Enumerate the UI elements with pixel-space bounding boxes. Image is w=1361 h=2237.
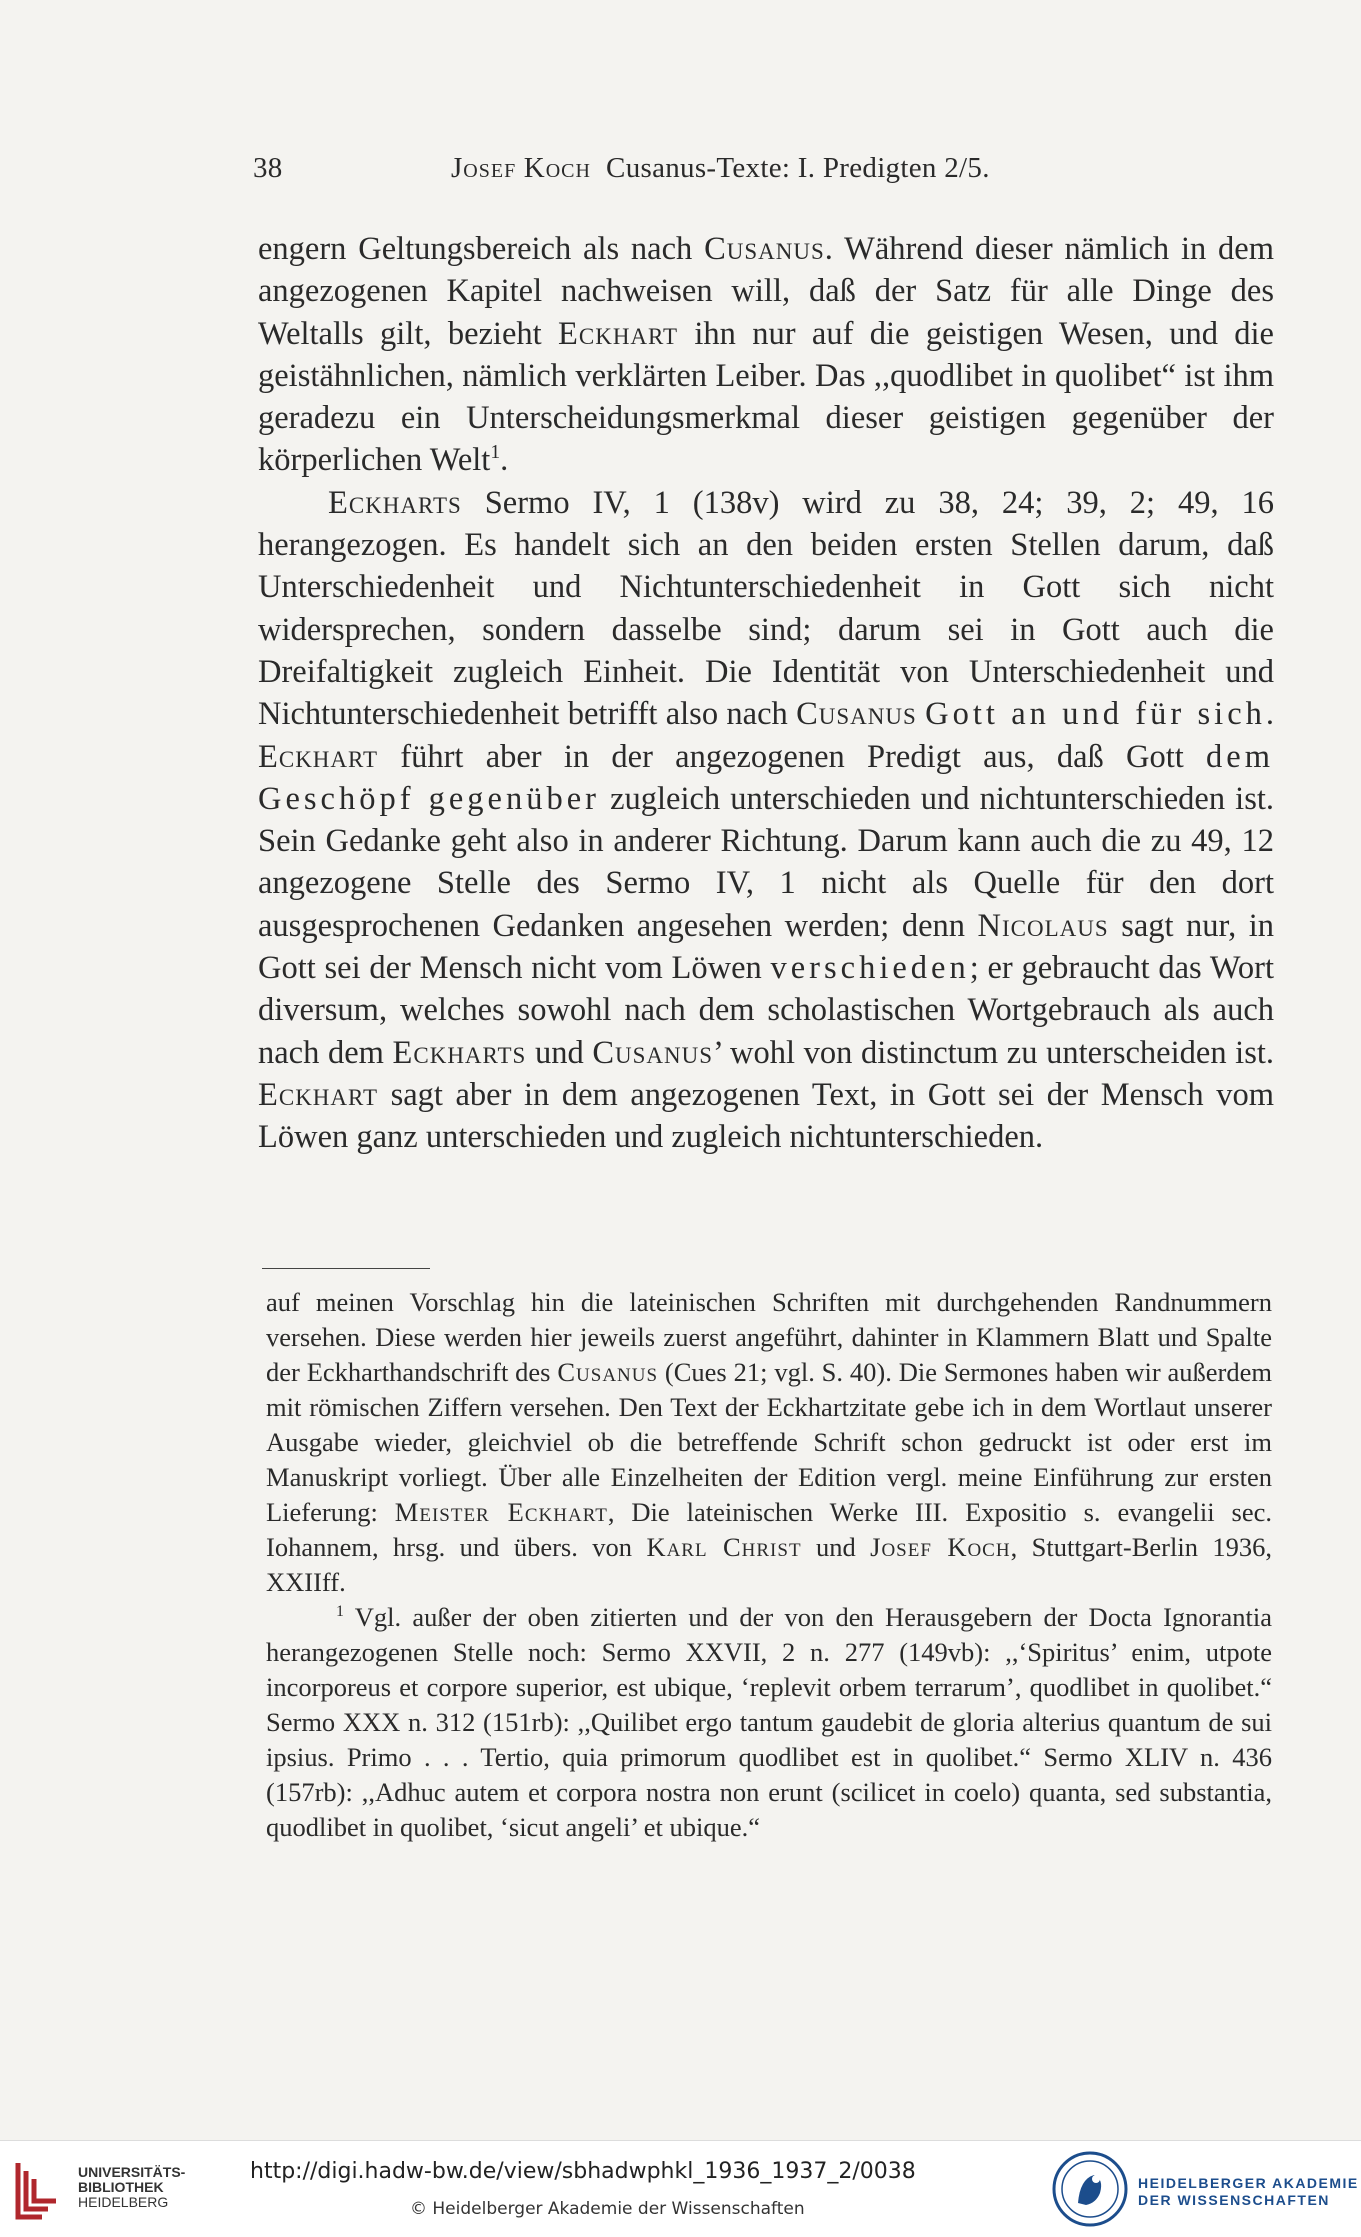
name-small-caps: Eckharts [392, 1034, 527, 1071]
footnote-ref: 1 [490, 442, 501, 464]
main-text [258, 228, 1274, 1159]
permalink[interactable]: http://digi.hadw-bw.de/view/sbhadwphkl_1936_1937_2/0038 [250, 2159, 916, 2184]
text-run: führt aber in der angezogenen Predigt aus, daß Gott [378, 738, 1207, 775]
text-run: ihn nur auf die geistigen Wesen, und die geistähnlichen, nämlich verklärten Leiber. Das ,,quodlibet in quolibet“ ist ihm geradezu ein Unterscheidungsmerkmal dieser geistigen gegenüber der körperlichen Welt [258, 315, 1274, 479]
name-small-caps: Cusanus [704, 231, 825, 267]
ub-line-2: BIBLIOTHEK [78, 2179, 164, 2195]
academy-name [1138, 2175, 1359, 2209]
text-run: Vgl. außer der oben zitierten und der von den Herausgebern der Docta Ignorantia herangezogenen Stelle noch: Sermo XXVII, 2 n. 277 (149vb): ,,‘Spiritus’ enim, utpote incorporeus et corpore superior, est ubique, ‘replevit orbem terrarum’, quodlibet in quolibet.“ Sermo XXX n. 312 (151rb): ,,Quilibet ergo tantum gaudebit de gloria alterius quantum de sui ipsius. Primo . . . Tertio, quia primorum quodlibet est in quolibet.“ Sermo XLIV n. 436 (157rb): ,,Adhuc autem et corpora nostra non erunt (scilicet in coelo) quanta, sed substantia, quodlibet in quolibet, ‘sicut angeli’ et ubique.“ [266, 1602, 1272, 1842]
text-run: ; er gebraucht das Wort diversum, welches sowohl nach dem scholastischen Wortgebrauch als auch nach dem [258, 950, 1274, 1071]
text-run [917, 696, 925, 732]
name-small-caps: Cusanus [557, 1357, 659, 1387]
footnote-divider [262, 1268, 430, 1269]
text-run: Sermo IV, 1 (138v) wird zu 38, 24; 39, 2; 49, 16 herangezogen. Es handelt sich an den beiden ersten Stellen darum, daß Unterschiedenheit und Nichtunterschiedenheit in Gott sich nicht widersprechen, sondern dasselbe sind; darum sei in Gott auch die Dreifaltigkeit zugleich Einheit. Die Identität von Unterschiedenheit und Nichtunterschiedenheit betrifft also nach [258, 484, 1274, 733]
name-small-caps: Cusanus [796, 696, 917, 733]
name-small-caps: Josef Koch [870, 1532, 1011, 1562]
page-number: 38 [253, 152, 283, 184]
text-run: . [500, 442, 509, 479]
text-run: . Während dieser nämlich in dem angezogenen Kapitel nachweisen will, daß der Satz für alle Dinge des Weltalls gilt, bezieht [258, 231, 1274, 352]
name-small-caps: Eckharts [328, 484, 462, 521]
paragraph-1 [258, 228, 1274, 482]
text-run: , Die lateinischen Werke III. Expositio s. evangelii sec. Iohannem, hrsg. und übers. von [266, 1497, 1272, 1562]
name-small-caps: Nicolaus [977, 907, 1109, 944]
name-small-caps: Cusanus [592, 1034, 714, 1071]
text-run: sagt nur, in Gott sei der Mensch nicht vom Löwen [258, 907, 1274, 987]
footnote-number: 1 [336, 1603, 344, 1621]
text-run: , Stuttgart-Berlin 1936, XXIIff. [266, 1532, 1273, 1597]
name-small-caps: Eckhart [258, 1076, 379, 1113]
text-run: engern Geltungsbereich als nach [258, 231, 705, 267]
text-run: und [801, 1532, 871, 1562]
university-library-logo-icon [12, 2157, 68, 2223]
footnote-1 [266, 1600, 1272, 1845]
name-small-caps: Eckhart [558, 315, 679, 352]
academy-line-1: HEIDELBERGER AKADEMIE [1138, 2175, 1359, 2191]
text-run: (Cues 21; vgl. S. 40). Die Sermones haben wir außerdem mit römischen Ziffern versehen. Den Text der Eckhartzitate gebe ich in dem Wortlaut unserer Ausgabe wieder, gleichviel ob die betreffende Schrift schon gedruckt ist oder erst im Manuskript vorliegt. Über alle Einzelheiten der Edition vergl. meine Einführung zur ersten Lieferung: [266, 1357, 1272, 1527]
footnotes [266, 1285, 1272, 1845]
ub-line-3: HEIDELBERG [78, 2194, 169, 2210]
spaced-emphasis: verschieden [770, 950, 970, 987]
running-title [451, 152, 990, 185]
text-run: und [526, 1034, 593, 1071]
author-first-name: Josef [451, 152, 517, 184]
copyright-notice: © Heidelberger Akademie der Wissenschaften [410, 2199, 805, 2219]
text-run: auf meinen Vorschlag hin die lateinischen Schriften mit durchgehenden Randnummern versehen. Diese werden hier jeweils zuerst angeführt, dahinter in Klammern Blatt und Spalte der Eckharthandschrift des [266, 1287, 1272, 1387]
author-last-name: Koch [523, 152, 591, 184]
footnote-continued [266, 1285, 1272, 1600]
academy-seal-icon [1050, 2149, 1130, 2229]
text-run: ’ wohl von distinctum zu unterscheiden ist. [713, 1034, 1275, 1071]
ub-line-1: UNIVERSITÄTS- [78, 2164, 186, 2180]
text-run: . [1265, 696, 1274, 733]
name-small-caps: Eckhart [258, 738, 379, 775]
spaced-emphasis: Gott an und für sich [925, 696, 1266, 733]
spaced-emphasis: dem Geschöpf gegenüber [258, 738, 1274, 817]
name-small-caps: Karl Christ [646, 1532, 802, 1562]
work-title: Cusanus-Texte: I. Predigten 2/5. [606, 152, 990, 184]
name-small-caps: Meister Eckhart [394, 1497, 608, 1527]
text-run: sagt aber in dem angezogenen Text, in Gott sei der Mensch vom Löwen ganz unterschieden und zugleich nichtunterschieden. [258, 1076, 1274, 1156]
text-run: zugleich unterschieden und nichtunterschieden ist. Sein Gedanke geht also in anderer Richtung. Darum kann auch die zu 49, 12 angezogene Stelle des Sermo IV, 1 nicht als Quelle für den dort ausgesprochenen Gedanken angesehen werden; denn [258, 780, 1274, 944]
paragraph-2 [258, 482, 1274, 1159]
academy-line-2: DER WISSENSCHAFTEN [1138, 2192, 1330, 2208]
university-library-name [78, 2165, 185, 2210]
digitization-footer [0, 2140, 1361, 2237]
